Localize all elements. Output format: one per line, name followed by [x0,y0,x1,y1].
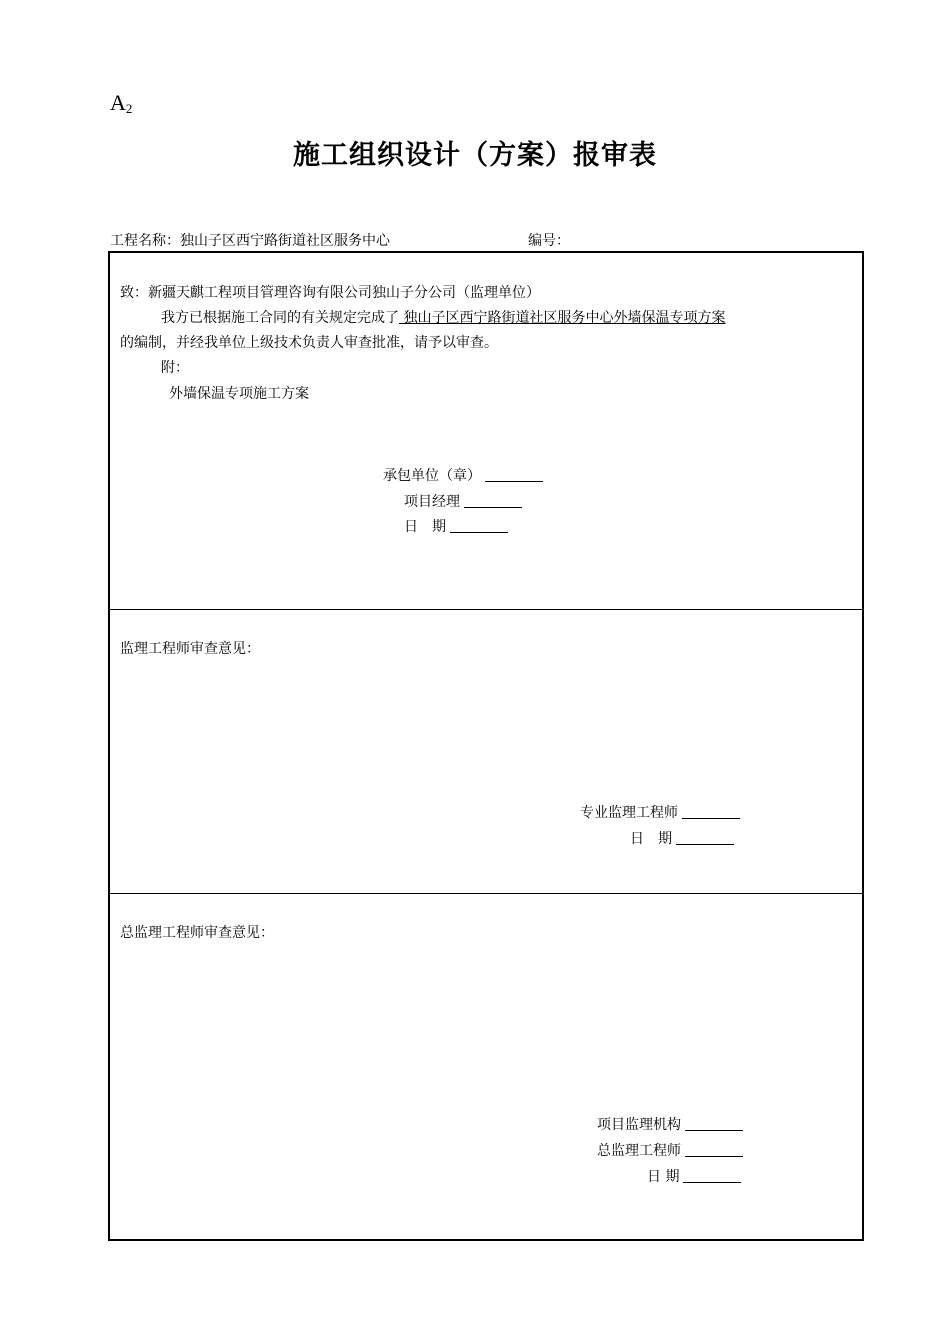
chief-blank[interactable] [685,1142,743,1157]
chief-review-heading: 总监理工程师审查意见： [120,925,274,941]
date-line-2: 日 期 [630,828,734,848]
submission-statement: 我方已根据施工合同的有关规定完成了 独山子区西宁路街道社区服务中心外墙保温专项方案 [161,310,726,326]
date-blank-1[interactable] [450,518,508,533]
org-blank[interactable] [685,1116,743,1131]
contractor-signature-line: 承包单位（章） [383,465,543,485]
page-title: 施工组织设计（方案）报审表 [293,140,657,171]
row-divider-2 [110,893,862,894]
attachment-label: 附： [161,360,189,376]
contractor-blank[interactable] [485,467,543,482]
chief-signature-line: 总监理工程师 [597,1140,743,1160]
plan-name: 独山子区西宁路街道社区服务中心外墙保温专项方案 [399,310,726,326]
approval-form-table [108,251,864,1241]
form-code: $A_2$ [110,90,133,116]
date-blank-3[interactable] [683,1168,741,1183]
manager-signature-line: 项目经理 [404,491,522,511]
project-name: 独山子区西宁路街道社区服务中心 [180,233,390,249]
engineer-review-heading: 监理工程师审查意见： [120,641,260,657]
addressee-line: 致：新疆天麒工程项目管理咨询有限公司独山子分公司（监理单位） [120,285,540,301]
number-label: 编号： [528,233,570,249]
date-line-1: 日 期 [404,516,508,536]
submission-statement-cont: 的编制，并经我单位上级技术负责人审查批准，请予以审查。 [120,335,498,351]
date-line-3: 日 期 [647,1166,741,1186]
engineer-blank[interactable] [682,804,740,819]
project-label: 工程名称： [110,233,180,249]
org-signature-line: 项目监理机构 [597,1114,743,1134]
manager-blank[interactable] [464,493,522,508]
attachment-item: 外墙保温专项施工方案 [169,386,309,402]
row-divider-1 [110,609,862,610]
date-blank-2[interactable] [676,830,734,845]
engineer-signature-line: 专业监理工程师 [580,802,740,822]
project-name-line [110,230,390,250]
